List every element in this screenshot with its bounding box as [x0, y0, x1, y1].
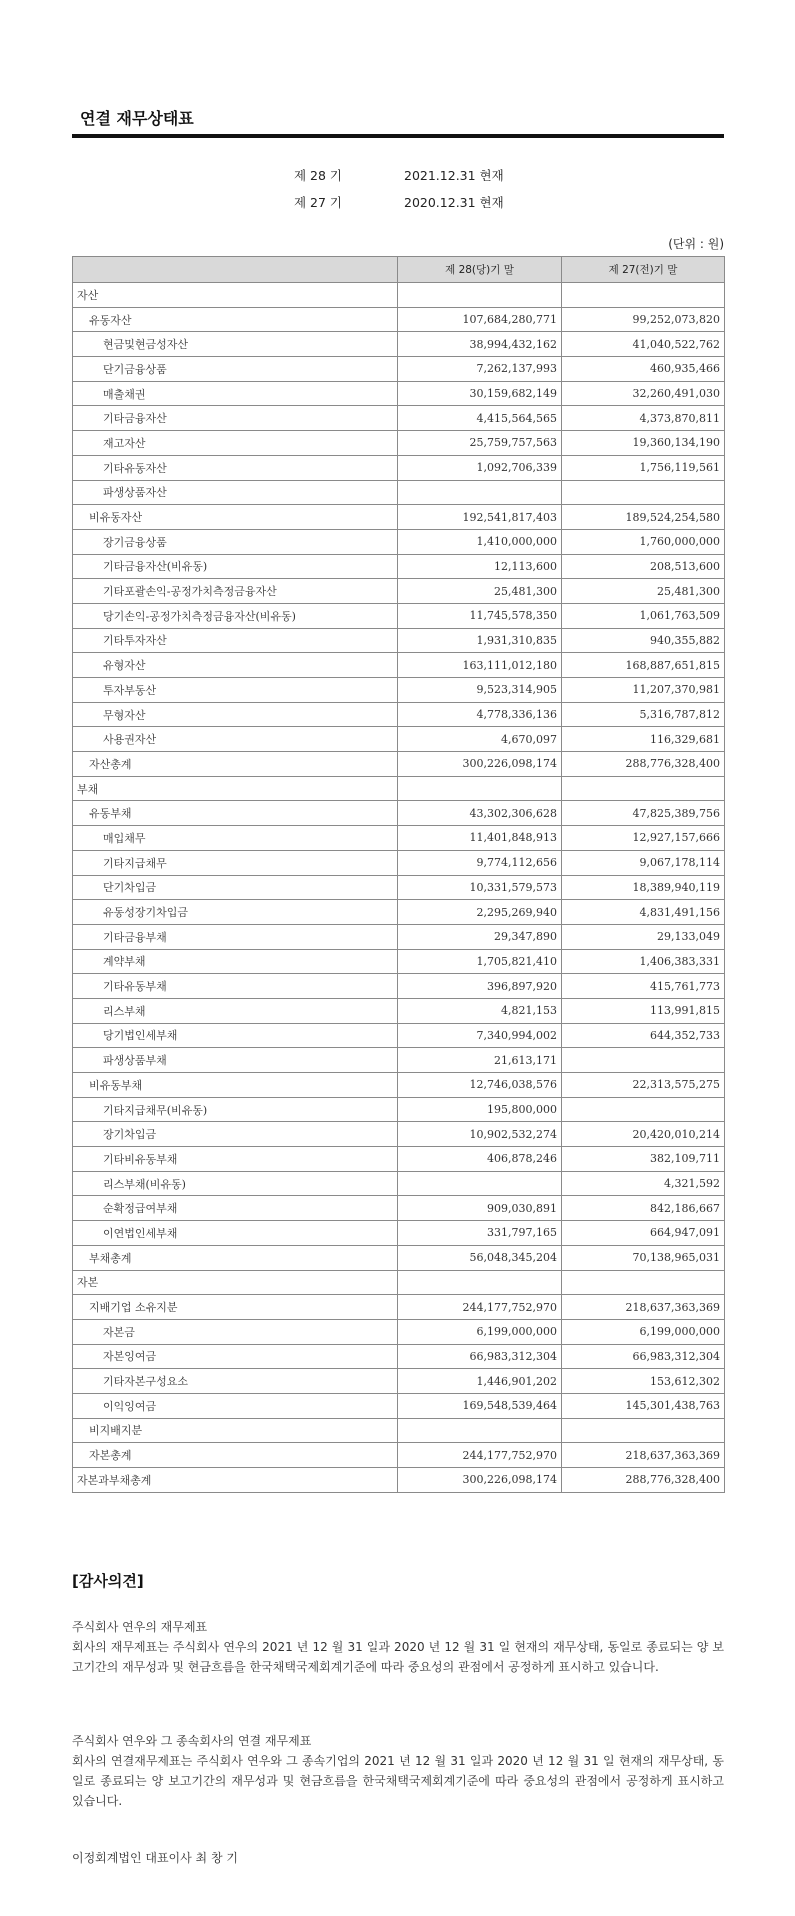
table-row	[73, 850, 725, 875]
previous-period-value-cell: 19,360,134,190	[562, 431, 725, 456]
account-name-cell: 파생상품부채	[73, 1048, 398, 1073]
current-period-value-cell: 4,821,153	[398, 998, 562, 1023]
table-row	[73, 1295, 725, 1320]
current-period-value-cell: 244,177,752,970	[398, 1443, 562, 1468]
previous-period-value-cell: 4,831,491,156	[562, 900, 725, 925]
table-row	[73, 579, 725, 604]
previous-period-value-cell: 189,524,254,580	[562, 505, 725, 530]
previous-period-value-cell: 145,301,438,763	[562, 1393, 725, 1418]
current-period-value-cell: 11,745,578,350	[398, 603, 562, 628]
previous-period-value-cell: 1,756,119,561	[562, 455, 725, 480]
account-name-cell: 자산총계	[73, 752, 398, 777]
account-name-cell: 단기금융상품	[73, 357, 398, 382]
table-row	[73, 554, 725, 579]
header-previous-period: 제 27(전)기 말	[562, 257, 725, 283]
current-period-value-cell: 300,226,098,174	[398, 752, 562, 777]
previous-period-value-cell: 29,133,049	[562, 924, 725, 949]
previous-period-value-cell	[562, 1048, 725, 1073]
table-row	[73, 1097, 725, 1122]
table-row	[73, 381, 725, 406]
previous-period-value-cell: 70,138,965,031	[562, 1245, 725, 1270]
period-date: 2021.12.31 현재	[404, 168, 504, 183]
current-period-value-cell: 1,931,310,835	[398, 628, 562, 653]
current-period-value-cell: 244,177,752,970	[398, 1295, 562, 1320]
table-row	[73, 702, 725, 727]
current-period-value-cell: 1,092,706,339	[398, 455, 562, 480]
previous-period-value-cell: 288,776,328,400	[562, 1468, 725, 1493]
table-row	[73, 1344, 725, 1369]
previous-period-value-cell	[562, 283, 725, 308]
current-period-value-cell	[398, 1418, 562, 1443]
table-row	[73, 505, 725, 530]
table-row	[73, 1171, 725, 1196]
account-name-cell: 기타비유동부채	[73, 1147, 398, 1172]
account-name-cell: 자본과부채총계	[73, 1468, 398, 1493]
current-period-value-cell: 25,481,300	[398, 579, 562, 604]
account-name-cell: 재고자산	[73, 431, 398, 456]
table-row	[73, 875, 725, 900]
previous-period-value-cell: 99,252,073,820	[562, 307, 725, 332]
account-name-cell: 기타지급채무	[73, 850, 398, 875]
current-period-value-cell	[398, 1171, 562, 1196]
account-name-cell: 부채	[73, 776, 398, 801]
current-period-value-cell: 4,778,336,136	[398, 702, 562, 727]
header-account	[73, 257, 398, 283]
account-name-cell: 당기손익-공정가치측정금융자산(비유동)	[73, 603, 398, 628]
table-row	[73, 1023, 725, 1048]
account-name-cell: 이익잉여금	[73, 1393, 398, 1418]
current-period-value-cell: 43,302,306,628	[398, 801, 562, 826]
previous-period-value-cell: 208,513,600	[562, 554, 725, 579]
previous-period-value-cell: 18,389,940,119	[562, 875, 725, 900]
current-period-value-cell: 11,401,848,913	[398, 826, 562, 851]
current-period-value-cell	[398, 1270, 562, 1295]
previous-period-value-cell: 9,067,178,114	[562, 850, 725, 875]
account-name-cell: 비유동자산	[73, 505, 398, 530]
account-name-cell: 파생상품자산	[73, 480, 398, 505]
account-name-cell: 투자부동산	[73, 678, 398, 703]
account-name-cell: 비유동부채	[73, 1073, 398, 1098]
previous-period-value-cell: 113,991,815	[562, 998, 725, 1023]
previous-period-value-cell: 116,329,681	[562, 727, 725, 752]
current-period-value-cell: 192,541,817,403	[398, 505, 562, 530]
table-body	[73, 283, 725, 1493]
current-period-value-cell: 25,759,757,563	[398, 431, 562, 456]
table-row	[73, 455, 725, 480]
paragraph-heading: 주식회사 연우와 그 종속회사의 연결 재무제표	[72, 1734, 312, 1748]
current-period-value-cell: 331,797,165	[398, 1221, 562, 1246]
title-divider	[72, 134, 724, 138]
previous-period-value-cell: 12,927,157,666	[562, 826, 725, 851]
previous-period-value-cell: 168,887,651,815	[562, 653, 725, 678]
previous-period-value-cell: 20,420,010,214	[562, 1122, 725, 1147]
previous-period-value-cell: 25,481,300	[562, 579, 725, 604]
account-name-cell: 기타유동부채	[73, 974, 398, 999]
account-name-cell: 유동성장기차입금	[73, 900, 398, 925]
previous-period-value-cell: 11,207,370,981	[562, 678, 725, 703]
audit-opinion-heading: [감사의견]	[72, 1572, 144, 1590]
table-row	[73, 776, 725, 801]
account-name-cell: 리스부채(비유동)	[73, 1171, 398, 1196]
current-period-value-cell: 1,446,901,202	[398, 1369, 562, 1394]
current-period-value-cell: 107,684,280,771	[398, 307, 562, 332]
previous-period-value-cell: 382,109,711	[562, 1147, 725, 1172]
account-name-cell: 무형자산	[73, 702, 398, 727]
unit-label: (단위 : 원)	[668, 237, 724, 251]
header-current-period: 제 28(당)기 말	[398, 257, 562, 283]
table-row	[73, 628, 725, 653]
table-row	[73, 1245, 725, 1270]
previous-period-value-cell: 940,355,882	[562, 628, 725, 653]
account-name-cell: 장기차입금	[73, 1122, 398, 1147]
period-date: 2020.12.31 현재	[404, 195, 504, 210]
table-row	[73, 752, 725, 777]
previous-period-value-cell: 460,935,466	[562, 357, 725, 382]
current-period-value-cell: 1,705,821,410	[398, 949, 562, 974]
account-name-cell: 단기차입금	[73, 875, 398, 900]
account-name-cell: 자본금	[73, 1319, 398, 1344]
table-row	[73, 357, 725, 382]
current-period-value-cell: 4,670,097	[398, 727, 562, 752]
current-period-value-cell: 163,111,012,180	[398, 653, 562, 678]
table-row	[73, 678, 725, 703]
table-row	[73, 1319, 725, 1344]
current-period-value-cell: 396,897,920	[398, 974, 562, 999]
previous-period-value-cell: 32,260,491,030	[562, 381, 725, 406]
account-name-cell: 기타포괄손익-공정가치측정금융자산	[73, 579, 398, 604]
balance-sheet-table	[72, 256, 725, 1493]
period-label: 제 28 기	[294, 168, 343, 183]
table-row	[73, 949, 725, 974]
table-row	[73, 332, 725, 357]
table-row	[73, 1122, 725, 1147]
table-row	[73, 406, 725, 431]
previous-period-value-cell: 1,760,000,000	[562, 529, 725, 554]
table-row	[73, 1048, 725, 1073]
account-name-cell: 매입채무	[73, 826, 398, 851]
current-period-value-cell: 30,159,682,149	[398, 381, 562, 406]
current-period-value-cell	[398, 776, 562, 801]
previous-period-value-cell	[562, 1418, 725, 1443]
account-name-cell: 기타투자자산	[73, 628, 398, 653]
account-name-cell: 비지배지분	[73, 1418, 398, 1443]
table-row	[73, 1196, 725, 1221]
current-period-value-cell	[398, 283, 562, 308]
account-name-cell: 사용권자산	[73, 727, 398, 752]
account-name-cell: 계약부채	[73, 949, 398, 974]
previous-period-value-cell: 4,321,592	[562, 1171, 725, 1196]
previous-period-value-cell: 288,776,328,400	[562, 752, 725, 777]
account-name-cell: 현금및현금성자산	[73, 332, 398, 357]
current-period-value-cell: 1,410,000,000	[398, 529, 562, 554]
table-row	[73, 1468, 725, 1493]
table-row	[73, 529, 725, 554]
previous-period-value-cell	[562, 776, 725, 801]
table-row	[73, 900, 725, 925]
table-row	[73, 1270, 725, 1295]
current-period-value-cell: 7,262,137,993	[398, 357, 562, 382]
current-period-value-cell: 169,548,539,464	[398, 1393, 562, 1418]
previous-period-value-cell: 22,313,575,275	[562, 1073, 725, 1098]
table-row	[73, 1369, 725, 1394]
account-name-cell: 이연법인세부채	[73, 1221, 398, 1246]
previous-period-value-cell	[562, 1270, 725, 1295]
account-name-cell: 기타유동자산	[73, 455, 398, 480]
current-period-value-cell: 21,613,171	[398, 1048, 562, 1073]
previous-period-value-cell: 1,061,763,509	[562, 603, 725, 628]
current-period-value-cell: 2,295,269,940	[398, 900, 562, 925]
account-name-cell: 순확정급여부채	[73, 1196, 398, 1221]
current-period-value-cell: 9,774,112,656	[398, 850, 562, 875]
current-period-value-cell	[398, 480, 562, 505]
current-period-value-cell: 12,113,600	[398, 554, 562, 579]
table-row	[73, 727, 725, 752]
account-name-cell: 부채총계	[73, 1245, 398, 1270]
account-name-cell: 기타자본구성요소	[73, 1369, 398, 1394]
previous-period-value-cell: 66,983,312,304	[562, 1344, 725, 1369]
page-title: 연결 재무상태표	[80, 109, 194, 128]
previous-period-value-cell: 644,352,733	[562, 1023, 725, 1048]
current-period-value-cell: 909,030,891	[398, 1196, 562, 1221]
previous-period-value-cell	[562, 1097, 725, 1122]
table-row	[73, 283, 725, 308]
account-name-cell: 장기금융상품	[73, 529, 398, 554]
account-name-cell: 기타금융부채	[73, 924, 398, 949]
current-period-value-cell: 406,878,246	[398, 1147, 562, 1172]
previous-period-value-cell: 664,947,091	[562, 1221, 725, 1246]
current-period-value-cell: 10,902,532,274	[398, 1122, 562, 1147]
table-row	[73, 653, 725, 678]
current-period-value-cell: 9,523,314,905	[398, 678, 562, 703]
period-previous	[294, 193, 504, 211]
account-name-cell: 자본잉여금	[73, 1344, 398, 1369]
account-name-cell: 자산	[73, 283, 398, 308]
account-name-cell: 기타지급채무(비유동)	[73, 1097, 398, 1122]
table-row	[73, 998, 725, 1023]
paragraph-text: 회사의 재무제표는 주식회사 연우의 2021 년 12 월 31 일과 2020 년 12 월 31 일 현재의 재무상태, 동일로 종료되는 양 보고기간의 재무성과 및 현금흐름을 한국채택국제회계기준에 따라 중요성의 관점에서 공정하게 표시하고 있습니다.	[72, 1640, 724, 1674]
current-period-value-cell: 56,048,345,204	[398, 1245, 562, 1270]
table-row	[73, 307, 725, 332]
table-row	[73, 1418, 725, 1443]
previous-period-value-cell: 415,761,773	[562, 974, 725, 999]
table-row	[73, 1221, 725, 1246]
audit-paragraph-consolidated	[72, 1731, 724, 1811]
account-name-cell: 자본총계	[73, 1443, 398, 1468]
table-row	[73, 603, 725, 628]
table-row	[73, 431, 725, 456]
period-current	[294, 166, 504, 184]
current-period-value-cell: 195,800,000	[398, 1097, 562, 1122]
previous-period-value-cell: 5,316,787,812	[562, 702, 725, 727]
previous-period-value-cell	[562, 480, 725, 505]
table-row	[73, 480, 725, 505]
current-period-value-cell: 6,199,000,000	[398, 1319, 562, 1344]
current-period-value-cell: 29,347,890	[398, 924, 562, 949]
previous-period-value-cell: 842,186,667	[562, 1196, 725, 1221]
paragraph-text: 회사의 연결재무제표는 주식회사 연우와 그 종속기업의 2021 년 12 월 31 일과 2020 년 12 월 31 일 현재의 재무상태, 동일로 종료되는 양 보고기간의 재무성과 및 현금흐름을 한국채택국제회계기준에 따라 중요성의 관점에서 공정하게 표시하고 있습니다.	[72, 1754, 724, 1808]
account-name-cell: 기타금융자산	[73, 406, 398, 431]
current-period-value-cell: 10,331,579,573	[398, 875, 562, 900]
account-name-cell: 지배기업 소유지분	[73, 1295, 398, 1320]
account-name-cell: 매출채권	[73, 381, 398, 406]
current-period-value-cell: 300,226,098,174	[398, 1468, 562, 1493]
previous-period-value-cell: 1,406,383,331	[562, 949, 725, 974]
account-name-cell: 리스부채	[73, 998, 398, 1023]
current-period-value-cell: 38,994,432,162	[398, 332, 562, 357]
previous-period-value-cell: 153,612,302	[562, 1369, 725, 1394]
account-name-cell: 기타금융자산(비유동)	[73, 554, 398, 579]
previous-period-value-cell: 4,373,870,811	[562, 406, 725, 431]
previous-period-value-cell: 218,637,363,369	[562, 1295, 725, 1320]
table-header-row	[73, 257, 725, 283]
current-period-value-cell: 7,340,994,002	[398, 1023, 562, 1048]
table-row	[73, 974, 725, 999]
table-row	[73, 1147, 725, 1172]
previous-period-value-cell: 41,040,522,762	[562, 332, 725, 357]
table-row	[73, 801, 725, 826]
account-name-cell: 유형자산	[73, 653, 398, 678]
auditor-signature: 이정회계법인 대표이사 최 창 기	[72, 1851, 238, 1865]
audit-paragraph-separate	[72, 1617, 724, 1677]
paragraph-heading: 주식회사 연우의 재무제표	[72, 1620, 208, 1634]
account-name-cell: 자본	[73, 1270, 398, 1295]
table-row	[73, 924, 725, 949]
current-period-value-cell: 4,415,564,565	[398, 406, 562, 431]
account-name-cell: 당기법인세부채	[73, 1023, 398, 1048]
table-row	[73, 1393, 725, 1418]
account-name-cell: 유동자산	[73, 307, 398, 332]
account-name-cell: 유동부채	[73, 801, 398, 826]
period-label: 제 27 기	[294, 195, 343, 210]
previous-period-value-cell: 218,637,363,369	[562, 1443, 725, 1468]
table-row	[73, 1073, 725, 1098]
current-period-value-cell: 66,983,312,304	[398, 1344, 562, 1369]
table-row	[73, 1443, 725, 1468]
current-period-value-cell: 12,746,038,576	[398, 1073, 562, 1098]
previous-period-value-cell: 6,199,000,000	[562, 1319, 725, 1344]
previous-period-value-cell: 47,825,389,756	[562, 801, 725, 826]
table-row	[73, 826, 725, 851]
